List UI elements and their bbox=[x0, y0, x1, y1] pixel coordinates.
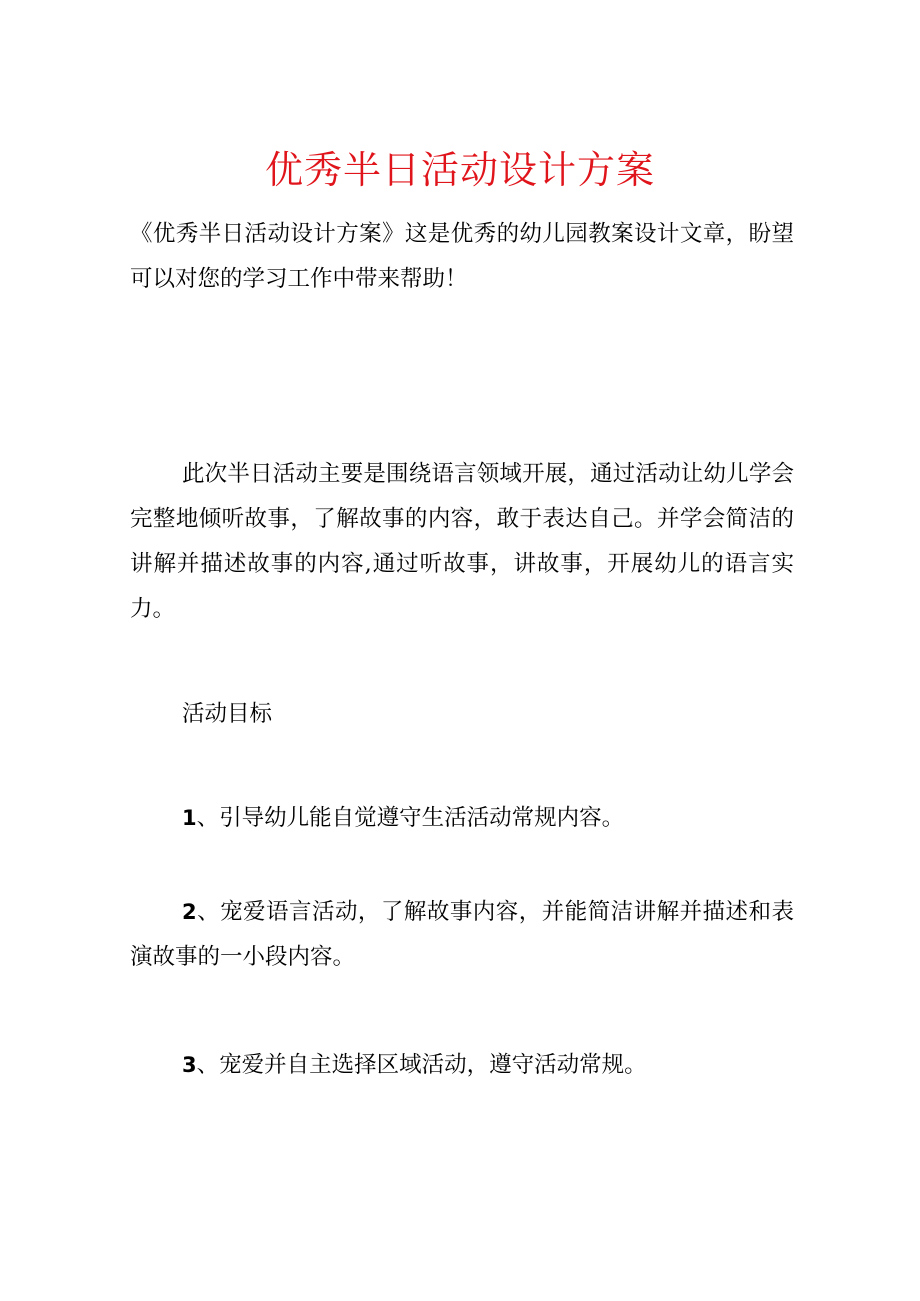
goal-number: 3 bbox=[182, 1053, 197, 1077]
goal-item-2 bbox=[130, 890, 794, 980]
document-title: 优秀半日活动设计方案 bbox=[264, 148, 655, 192]
goal-item-3 bbox=[130, 1043, 794, 1088]
goal-text: 、宠爱语言活动，了解故事内容，并能简洁讲解并描述和表演故事的一小段内容。 bbox=[130, 899, 794, 970]
section-heading: 活动目标 bbox=[182, 701, 273, 727]
intro-paragraph: 《优秀半日活动设计方案》这是优秀的幼儿园教案设计文章，盼望可以对您的学习工作中带来帮助！ bbox=[130, 221, 794, 292]
goal-number: 2 bbox=[182, 900, 197, 924]
body-paragraph: 此次半日活动主要是围绕语言领域开展，通过活动让幼儿学会完整地倾听故事，了解故事的内容，敢于表达自己。并学会简洁的讲解并描述故事的内容,通过听故事，讲故事，开展幼儿的语言实力。 bbox=[130, 461, 794, 622]
goal-item-1 bbox=[130, 796, 794, 841]
goal-number: 1 bbox=[182, 806, 197, 830]
goal-text: 、引导幼儿能自觉遵守生活活动常规内容。 bbox=[196, 805, 625, 831]
goal-text: 、宠爱并自主选择区域活动，遵守活动常规。 bbox=[196, 1052, 647, 1078]
